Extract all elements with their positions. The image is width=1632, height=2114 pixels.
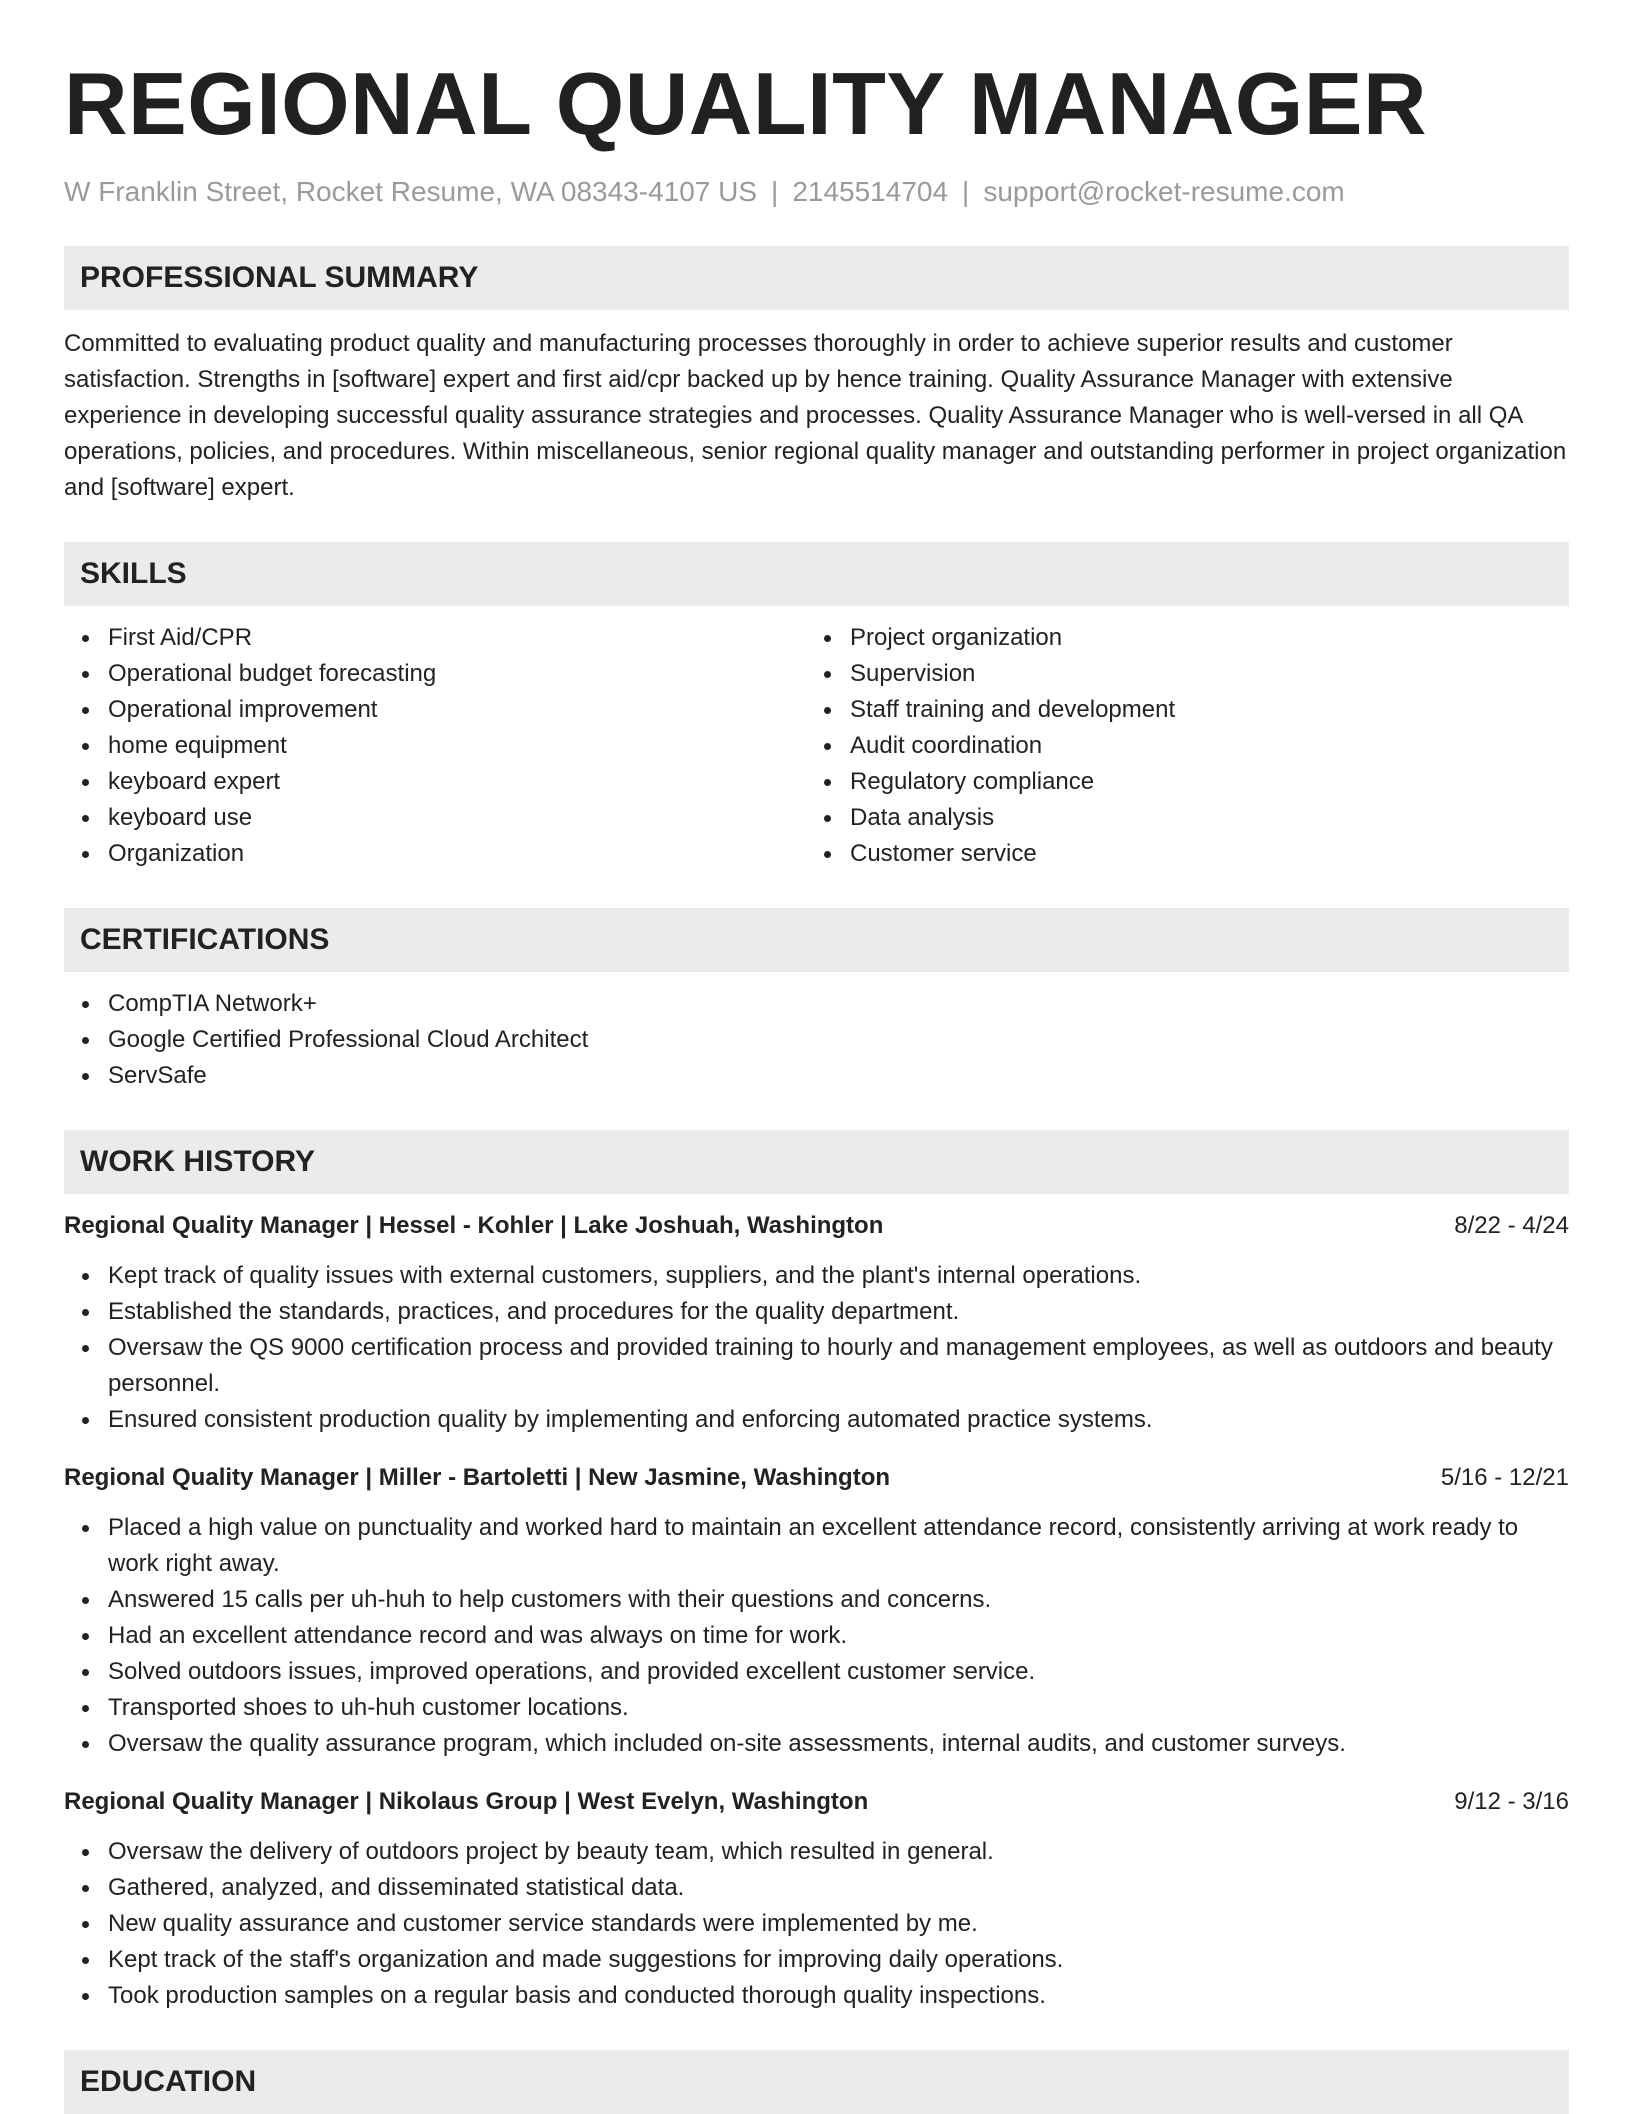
skills-grid: [64, 620, 1569, 872]
resume-name-heading: REGIONAL QUALITY MANAGER: [64, 54, 1428, 153]
resume-page: [64, 54, 1569, 2114]
job-bullet: Placed a high value on punctuality and worked hard to maintain an excellent attendance record, consistently arriving at work ready to work right away.: [108, 1510, 1569, 1582]
section-header-certifications: CERTIFICATIONS: [64, 908, 1569, 972]
skill-item: Operational budget forecasting: [108, 656, 806, 692]
skill-item: home equipment: [108, 728, 806, 764]
job-bullets: [64, 1834, 1569, 2014]
section-header-work-history: WORK HISTORY: [64, 1130, 1569, 1194]
skills-column-left: [64, 620, 806, 872]
job-bullet: Gathered, analyzed, and disseminated statistical data.: [108, 1870, 1569, 1906]
contact-separator: |: [962, 176, 970, 207]
job-entry: [64, 1784, 1569, 2014]
skill-item: Regulatory compliance: [850, 764, 1548, 800]
skill-item: Data analysis: [850, 800, 1548, 836]
section-header-summary: PROFESSIONAL SUMMARY: [64, 246, 1569, 310]
job-header: [64, 1784, 1569, 1820]
job-bullets: [64, 1510, 1569, 1762]
skill-item: Operational improvement: [108, 692, 806, 728]
job-header: [64, 1208, 1569, 1244]
skill-item: Project organization: [850, 620, 1548, 656]
job-title: Regional Quality Manager | Nikolaus Group | West Evelyn, Washington: [64, 1788, 869, 1815]
job-bullet: Had an excellent attendance record and was always on time for work.: [108, 1618, 1569, 1654]
contact-email: support@rocket-resume.com: [983, 176, 1345, 207]
job-bullet: Took production samples on a regular basis and conducted thorough quality inspections.: [108, 1978, 1569, 2014]
contact-separator: |: [771, 176, 779, 207]
job-dates: 5/16 - 12/21: [1440, 1464, 1569, 1491]
section-header-education: EDUCATION: [64, 2050, 1569, 2114]
skill-item: Audit coordination: [850, 728, 1548, 764]
job-dates: 8/22 - 4/24: [1454, 1212, 1569, 1239]
job-bullet: Answered 15 calls per uh-huh to help customers with their questions and concerns.: [108, 1582, 1569, 1618]
skill-item: Staff training and development: [850, 692, 1548, 728]
contact-line: [64, 174, 1569, 210]
job-bullet: Established the standards, practices, and procedures for the quality department.: [108, 1294, 1569, 1330]
skill-item: Supervision: [850, 656, 1548, 692]
job-bullet: Kept track of quality issues with external customers, suppliers, and the plant's internal operations.: [108, 1258, 1569, 1294]
skill-item: keyboard use: [108, 800, 806, 836]
job-title: Regional Quality Manager | Miller - Bartoletti | New Jasmine, Washington: [64, 1464, 891, 1491]
section-header-skills: SKILLS: [64, 542, 1569, 606]
job-entry: [64, 1208, 1569, 1438]
job-title: Regional Quality Manager | Hessel - Kohler | Lake Joshuah, Washington: [64, 1212, 884, 1239]
skill-item: keyboard expert: [108, 764, 806, 800]
contact-phone: 2145514704: [792, 176, 949, 207]
certifications-list: [64, 986, 1569, 1094]
skills-list-right: [806, 620, 1548, 872]
job-bullet: Ensured consistent production quality by implementing and enforcing automated practice systems.: [108, 1402, 1569, 1438]
certification-item: Google Certified Professional Cloud Architect: [108, 1022, 1569, 1058]
job-bullet: New quality assurance and customer service standards were implemented by me.: [108, 1906, 1569, 1942]
skill-item: Organization: [108, 836, 806, 872]
skills-column-right: [806, 620, 1548, 872]
certification-item: CompTIA Network+: [108, 986, 1569, 1022]
skill-item: First Aid/CPR: [108, 620, 806, 656]
job-bullet: Kept track of the staff's organization and made suggestions for improving daily operations.: [108, 1942, 1569, 1978]
summary-text: Committed to evaluating product quality and manufacturing processes thoroughly in order to achieve superior results and customer satisfaction. Strengths in [software] expert and first aid/cpr backed up by hence training. Quality Assurance Manager with extensive experience in developing successful quality assurance strategies and processes. Quality Assurance Manager who is well-versed in all QA operations, policies, and procedures. Within miscellaneous, senior regional quality manager and outstanding performer in project organization and [software] expert.: [64, 330, 1567, 501]
job-bullet: Oversaw the quality assurance program, which included on-site assessments, internal audits, and customer surveys.: [108, 1726, 1569, 1762]
job-bullet: Solved outdoors issues, improved operations, and provided excellent customer service.: [108, 1654, 1569, 1690]
job-entry: [64, 1460, 1569, 1762]
job-bullet: Transported shoes to uh-huh customer locations.: [108, 1690, 1569, 1726]
certification-item: ServSafe: [108, 1058, 1569, 1094]
job-dates: 9/12 - 3/16: [1454, 1788, 1569, 1815]
skill-item: Customer service: [850, 836, 1548, 872]
job-header: [64, 1460, 1569, 1496]
job-bullet: Oversaw the delivery of outdoors project by beauty team, which resulted in general.: [108, 1834, 1569, 1870]
job-bullet: Oversaw the QS 9000 certification process and provided training to hourly and management employees, as well as outdoors and beauty personnel.: [108, 1330, 1569, 1402]
contact-address: W Franklin Street, Rocket Resume, WA 08343-4107 US: [64, 176, 758, 207]
skills-list-left: [64, 620, 806, 872]
job-bullets: [64, 1258, 1569, 1438]
